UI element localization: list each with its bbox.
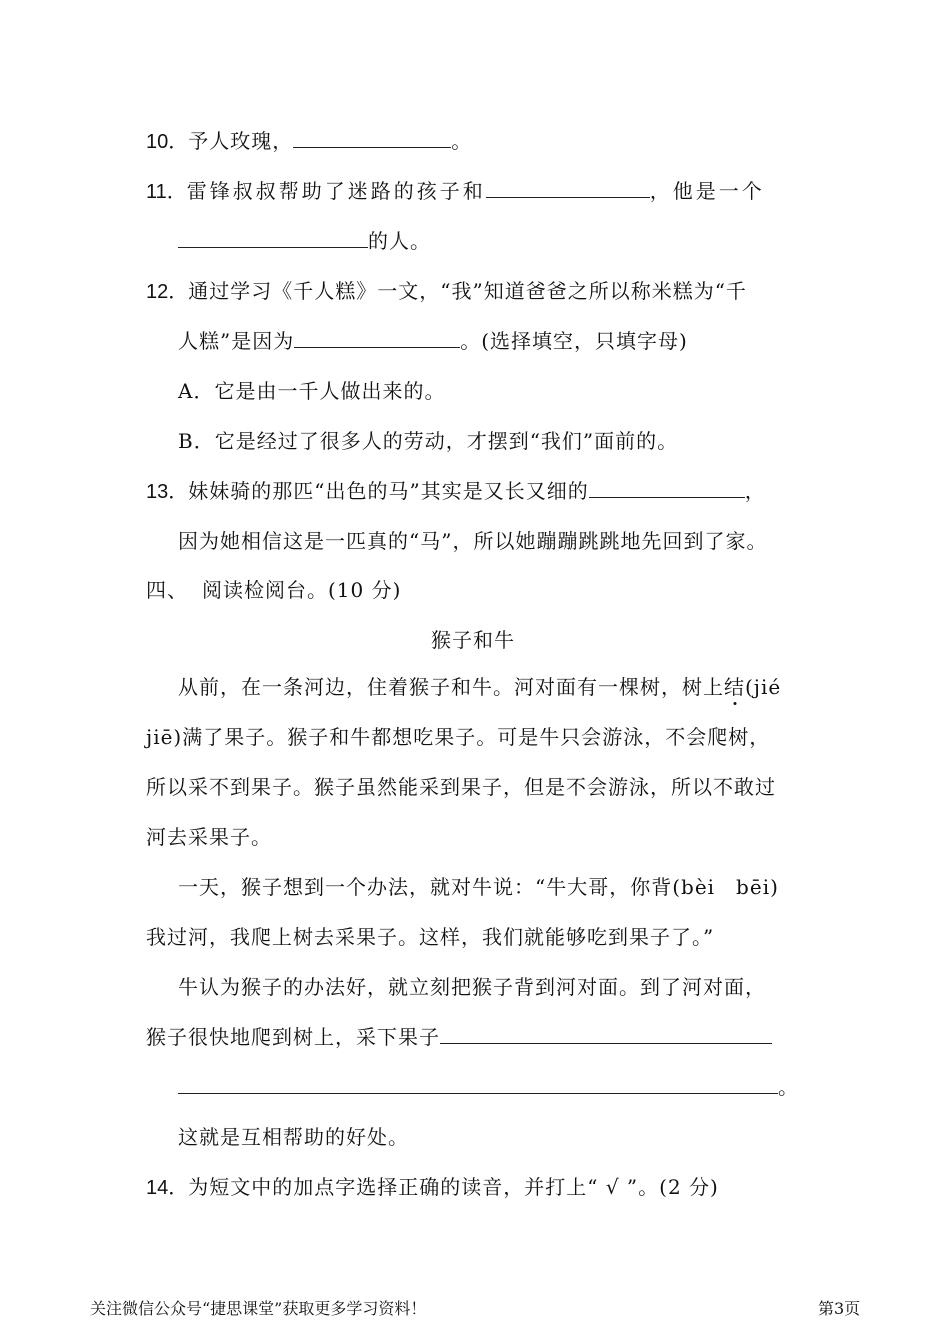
answer-blank[interactable]	[178, 1073, 778, 1094]
answer-blank[interactable]	[294, 327, 460, 348]
passage-line: jiē)满了果子。猴子和牛都想吃果子。可是牛只会游泳，不会爬树，	[146, 725, 771, 749]
answer-blank[interactable]	[486, 177, 650, 198]
answer-blank[interactable]	[178, 227, 368, 248]
question-number: 11．	[146, 181, 187, 203]
passage-line: 牛认为猴子的办法好，就立刻把猴子背到河对面。到了河对面，	[178, 975, 766, 999]
option-b	[178, 427, 678, 455]
answer-blank[interactable]	[589, 477, 745, 498]
question-text: 因为她相信这是一匹真的“马”，所以她蹦蹦跳跳地先回到了家。	[178, 529, 768, 553]
question-11-cont	[178, 227, 431, 255]
question-number: 14．	[146, 1177, 189, 1199]
passage-line	[178, 1073, 799, 1101]
passage-line: 我过河，我爬上树去采果子。这样，我们就能够吃到果子了。”	[146, 925, 715, 949]
section-heading	[146, 576, 401, 604]
question-12	[146, 277, 747, 306]
passage-line: 所以采不到果子。猴子虽然能采到果子，但是不会游泳，所以不敢过	[146, 775, 776, 799]
question-14	[146, 1173, 719, 1202]
question-text: 。	[451, 129, 473, 153]
question-text: 。(选择填空，只填字母)	[460, 329, 688, 353]
question-13-cont	[178, 527, 767, 555]
question-text: 人糕”是因为	[178, 329, 295, 353]
passage-line: 河去采果子。	[146, 825, 272, 849]
option-text: A．它是由一千人做出来的。	[178, 379, 446, 403]
passage-line	[146, 1023, 772, 1051]
passage-title: 猴子和牛	[431, 628, 515, 652]
section-number: 四、	[146, 578, 188, 602]
question-text: 妹妹骑的那匹“出色的马”其实是又长又细的	[188, 479, 589, 503]
question-text: ，他是一个	[649, 179, 765, 203]
passage-text: 。	[778, 1075, 799, 1099]
question-text: 通过学习《千人糕》一文，“我”知道爸爸之所以称米糕为“千	[188, 279, 747, 303]
question-10	[146, 127, 472, 156]
question-text: ，	[744, 479, 766, 503]
passage-text: 猴子很快地爬到树上，采下果子	[146, 1025, 440, 1049]
passage-line	[178, 673, 781, 701]
footer-promo: 关注微信公众号“捷思课堂”获取更多学习资料！	[90, 1299, 427, 1318]
question-text: 的人。	[368, 229, 431, 253]
question-text: 雷锋叔叔帮助了迷路的孩子和	[186, 179, 486, 203]
option-text: B．它是经过了很多人的劳动，才摆到“我们”面前的。	[178, 429, 679, 453]
question-text: 予人玫瑰，	[188, 129, 294, 153]
section-title: 阅读检阅台。(10 分)	[202, 578, 402, 602]
question-12-cont	[178, 327, 688, 355]
option-a	[178, 377, 445, 405]
question-number: 13．	[146, 481, 189, 503]
pinyin-option[interactable]: (jié	[745, 675, 782, 699]
passage-line: 一天，猴子想到一个办法，就对牛说：“牛大哥，你背(bèi bēi)	[178, 875, 779, 899]
question-number: 10．	[146, 131, 189, 153]
passage-text: 从前，在一条河边，住着猴子和牛。河对面有一棵树，树上	[178, 675, 724, 699]
answer-blank[interactable]	[293, 127, 451, 148]
passage-line: 这就是互相帮助的好处。	[178, 1125, 409, 1149]
dotted-character: 结	[724, 675, 745, 699]
answer-blank[interactable]	[440, 1023, 772, 1044]
question-11	[146, 177, 765, 206]
page-number: 第3页	[818, 1299, 861, 1318]
question-number: 12．	[146, 281, 189, 303]
question-13	[146, 477, 766, 506]
question-text: 为短文中的加点字选择正确的读音，并打上“ √ ”。(2 分)	[188, 1175, 719, 1199]
